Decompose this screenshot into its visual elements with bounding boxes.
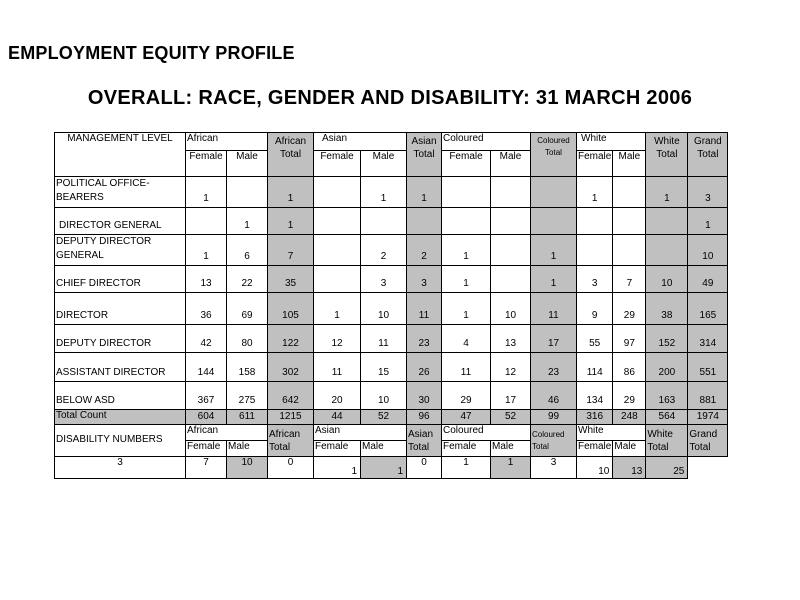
table-cell: 29 (613, 382, 646, 410)
disability-asian-total: Asian Total (407, 425, 442, 457)
disability-values-row (55, 457, 728, 479)
table-cell: 17 (491, 382, 531, 410)
table-cell: 9 (577, 293, 613, 325)
table-cell: 10 (688, 235, 728, 266)
table-cell: 10 (361, 382, 407, 410)
table-row (55, 325, 728, 353)
table-cell (491, 208, 531, 235)
disability-white-male: Male (613, 441, 646, 457)
disability-asian: Asian (314, 425, 407, 441)
table-cell (361, 208, 407, 235)
header-african-male: Male (227, 151, 268, 177)
row-label: DIRECTOR GENERAL (55, 208, 186, 235)
disability-value: 1 (361, 457, 407, 479)
total-cell: 99 (531, 410, 577, 425)
table-row (55, 266, 728, 293)
table-cell: 551 (688, 353, 728, 382)
disability-coloured-male: Male (491, 441, 531, 457)
disability-value: 3 (531, 457, 577, 479)
row-label: DEPUTY DIRECTOR GENERAL (55, 235, 186, 266)
total-cell: 1974 (688, 410, 728, 425)
disability-asian-male: Male (361, 441, 407, 457)
equity-table (54, 132, 728, 479)
table-row (55, 382, 728, 410)
table-cell (442, 208, 491, 235)
table-cell: 1 (227, 208, 268, 235)
table-cell: 11 (531, 293, 577, 325)
table-cell: 12 (491, 353, 531, 382)
table-cell: 3 (361, 266, 407, 293)
header-asian-female: Female (314, 151, 361, 177)
table-cell: 1 (186, 235, 227, 266)
disability-value: 25 (646, 457, 688, 479)
table-cell: 12 (314, 325, 361, 353)
header-asian-total: Asian Total (407, 133, 442, 177)
table-cell: 1 (314, 293, 361, 325)
table-cell: 105 (268, 293, 314, 325)
table-cell: 114 (577, 353, 613, 382)
header-grand-total: Grand Total (688, 133, 728, 177)
table-cell: 13 (186, 266, 227, 293)
table-cell: 144 (186, 353, 227, 382)
table-cell: 10 (646, 266, 688, 293)
disability-value: 10 (577, 457, 613, 479)
table-cell (314, 208, 361, 235)
table-cell: 46 (531, 382, 577, 410)
table-cell: 11 (442, 353, 491, 382)
table-cell: 86 (613, 353, 646, 382)
table-cell: 1 (268, 177, 314, 208)
total-cell: 248 (613, 410, 646, 425)
header-management-level: MANAGEMENT LEVEL (55, 133, 186, 177)
table-cell: 881 (688, 382, 728, 410)
table-row (55, 235, 728, 266)
table-cell: 35 (268, 266, 314, 293)
table-cell (613, 208, 646, 235)
row-label: DIRECTOR (55, 293, 186, 325)
table-cell: 49 (688, 266, 728, 293)
table-row (55, 177, 728, 208)
row-label: ASSISTANT DIRECTOR (55, 353, 186, 382)
header-coloured-female: Female (442, 151, 491, 177)
disability-value: 1 (491, 457, 531, 479)
page-title: EMPLOYMENT EQUITY PROFILE (8, 43, 295, 63)
table-cell: 1 (442, 266, 491, 293)
disability-value: 1 (314, 457, 361, 479)
table-cell: 1 (268, 208, 314, 235)
table-cell: 642 (268, 382, 314, 410)
header-coloured: Coloured (442, 133, 531, 151)
table-cell: 22 (227, 266, 268, 293)
table-cell: 3 (577, 266, 613, 293)
table-cell: 6 (227, 235, 268, 266)
disability-value: 0 (268, 457, 314, 479)
table-cell: 23 (407, 325, 442, 353)
table-cell (314, 177, 361, 208)
table-cell: 275 (227, 382, 268, 410)
header-coloured-total: Coloured Total (531, 133, 577, 177)
table-cell (646, 235, 688, 266)
table-cell: 158 (227, 353, 268, 382)
header-white-male: Male (613, 151, 646, 177)
row-label: POLITICAL OFFICE-BEARERS (55, 177, 186, 208)
table-cell: 165 (688, 293, 728, 325)
page-subtitle: OVERALL: RACE, GENDER AND DISABILITY: 31 MARCH 2006 (87, 87, 693, 109)
table-cell (577, 208, 613, 235)
row-label: DEPUTY DIRECTOR (55, 325, 186, 353)
table-cell: 1 (577, 177, 613, 208)
table-cell (407, 208, 442, 235)
table-cell: 29 (442, 382, 491, 410)
disability-coloured-female: Female (442, 441, 491, 457)
table-cell: 1 (531, 266, 577, 293)
table-cell: 10 (361, 293, 407, 325)
table-cell: 152 (646, 325, 688, 353)
table-cell (531, 208, 577, 235)
table-cell: 134 (577, 382, 613, 410)
disability-value: 13 (613, 457, 646, 479)
disability-coloured: Coloured (442, 425, 531, 441)
total-cell: 47 (442, 410, 491, 425)
total-label: Total Count (55, 410, 186, 425)
table-cell (442, 177, 491, 208)
table-cell (186, 208, 227, 235)
table-cell: 2 (407, 235, 442, 266)
header-white-total: White Total (646, 133, 688, 177)
table-cell: 163 (646, 382, 688, 410)
table-row (55, 208, 728, 235)
table-cell: 29 (613, 293, 646, 325)
header-african: African (186, 133, 268, 151)
table-cell (577, 235, 613, 266)
table-cell: 314 (688, 325, 728, 353)
total-cell: 1215 (268, 410, 314, 425)
total-cell: 564 (646, 410, 688, 425)
header-coloured-male: Male (491, 151, 531, 177)
table-cell: 1 (531, 235, 577, 266)
table-cell (491, 235, 531, 266)
table-row (55, 353, 728, 382)
table-cell: 11 (361, 325, 407, 353)
table-cell: 302 (268, 353, 314, 382)
table-cell: 3 (688, 177, 728, 208)
total-cell: 52 (361, 410, 407, 425)
header-asian-male: Male (361, 151, 407, 177)
disability-asian-female: Female (314, 441, 361, 457)
total-cell: 611 (227, 410, 268, 425)
table-cell: 1 (688, 208, 728, 235)
table-cell: 7 (613, 266, 646, 293)
table-cell (314, 266, 361, 293)
table-cell: 69 (227, 293, 268, 325)
table-cell: 10 (491, 293, 531, 325)
disability-label: DISABILITY NUMBERS (55, 425, 186, 457)
total-cell: 44 (314, 410, 361, 425)
table-cell: 23 (531, 353, 577, 382)
disability-coloured-total: Coloured Total (531, 425, 577, 457)
header-african-total: African Total (268, 133, 314, 177)
total-cell: 604 (186, 410, 227, 425)
total-cell: 52 (491, 410, 531, 425)
table-cell: 1 (186, 177, 227, 208)
total-cell: 96 (407, 410, 442, 425)
disability-african-total: African Total (268, 425, 314, 457)
table-cell: 1 (442, 293, 491, 325)
table-cell: 3 (407, 266, 442, 293)
disability-white-total: White Total (646, 425, 688, 457)
table-cell: 2 (361, 235, 407, 266)
row-label: CHIEF DIRECTOR (55, 266, 186, 293)
total-row (55, 410, 728, 425)
table-cell: 1 (646, 177, 688, 208)
table-cell: 200 (646, 353, 688, 382)
table-cell: 11 (314, 353, 361, 382)
table-cell: 30 (407, 382, 442, 410)
disability-african-female: Female (186, 441, 227, 457)
disability-value: 0 (407, 457, 442, 479)
table-cell (491, 177, 531, 208)
row-label: BELOW ASD (55, 382, 186, 410)
table-cell: 97 (613, 325, 646, 353)
disability-white: White (577, 425, 646, 441)
disability-white-female: Female (577, 441, 613, 457)
table-cell (491, 266, 531, 293)
table-cell (314, 235, 361, 266)
header-white: White (577, 133, 646, 151)
table-cell: 17 (531, 325, 577, 353)
table-cell: 38 (646, 293, 688, 325)
table-cell: 1 (442, 235, 491, 266)
disability-african: African (186, 425, 268, 441)
disability-value: 1 (442, 457, 491, 479)
table-cell: 26 (407, 353, 442, 382)
table-cell: 42 (186, 325, 227, 353)
header-asian: Asian (314, 133, 407, 151)
table-cell: 36 (186, 293, 227, 325)
disability-value: 10 (227, 457, 268, 479)
table-cell: 13 (491, 325, 531, 353)
disability-value: 7 (186, 457, 227, 479)
header-african-female: Female (186, 151, 227, 177)
table-cell: 55 (577, 325, 613, 353)
disability-grand-total: Grand Total (688, 425, 728, 457)
table-cell (227, 177, 268, 208)
table-row (55, 293, 728, 325)
disability-value: 3 (55, 457, 186, 479)
table-cell (531, 177, 577, 208)
table-cell: 1 (361, 177, 407, 208)
table-cell (613, 177, 646, 208)
table-cell: 11 (407, 293, 442, 325)
table-cell (613, 235, 646, 266)
table-cell: 20 (314, 382, 361, 410)
disability-african-male: Male (227, 441, 268, 457)
table-cell: 1 (407, 177, 442, 208)
table-cell: 80 (227, 325, 268, 353)
header-white-female: Female (577, 151, 613, 177)
table-cell (646, 208, 688, 235)
table-cell: 122 (268, 325, 314, 353)
total-cell: 316 (577, 410, 613, 425)
table-cell: 367 (186, 382, 227, 410)
table-cell: 15 (361, 353, 407, 382)
table-cell: 7 (268, 235, 314, 266)
table-cell: 4 (442, 325, 491, 353)
